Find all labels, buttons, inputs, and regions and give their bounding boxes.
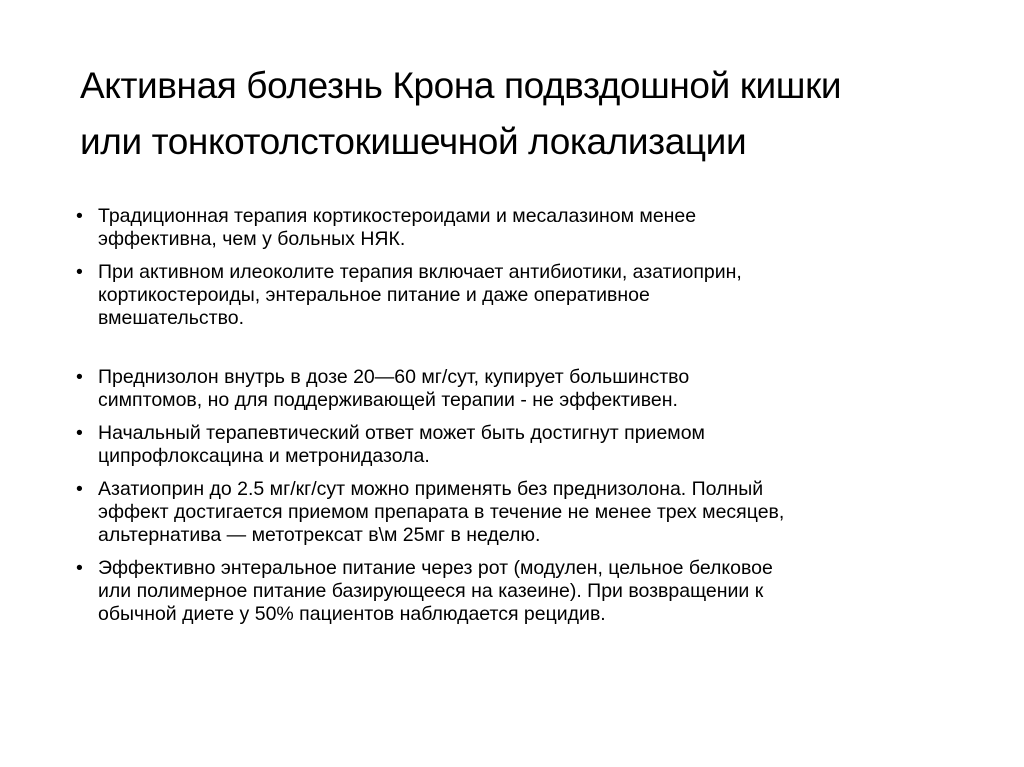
slide-title [80, 58, 980, 170]
bullet-text-line: Азатиоприн до 2.5 мг/кг/сут можно применять без преднизолона. Полный [98, 478, 764, 500]
bullet-item-4 [76, 422, 956, 468]
bullet-text-line: альтернатива — метотрексат в\м 25мг в неделю. [98, 524, 541, 546]
bullet-marker: • [76, 478, 83, 500]
bullet-text-line: эффективна, чем у больных НЯК. [98, 228, 406, 250]
bullet-marker: • [76, 261, 83, 283]
slide-title-line-2: или тонкотолстокишечной локализации [80, 121, 747, 162]
bullet-item-1 [76, 205, 956, 251]
bullet-text-line: симптомов, но для поддерживающей терапии - не эффективен. [98, 389, 678, 411]
bullet-text-line: При активном илеоколите терапия включает антибиотики, азатиоприн, [98, 261, 742, 283]
bullet-list [76, 205, 956, 636]
bullet-marker: • [76, 366, 83, 388]
bullet-marker: • [76, 422, 83, 444]
bullet-text-line: Традиционная терапия кортикостероидами и месалазином менее [98, 205, 697, 227]
bullet-item-3 [76, 366, 956, 412]
bullet-text-line: или полимерное питание базирующееся на казеине). При возвращении к [98, 580, 764, 602]
bullet-item-2 [76, 261, 956, 330]
bullet-item-5 [76, 478, 956, 547]
bullet-text-line: Эффективно энтеральное питание через рот (модулен, цельное белковое [98, 557, 773, 579]
bullet-text-line: ципрофлоксацина и метронидазола. [98, 445, 430, 467]
bullet-text-line: эффект достигается приемом препарата в течение не менее трех месяцев, [98, 501, 785, 523]
bullet-marker: • [76, 557, 83, 579]
bullet-marker: • [76, 205, 83, 227]
bullet-text-line: Начальный терапевтический ответ может быть достигнут приемом [98, 422, 705, 444]
slide-title-line-1: Активная болезнь Крона подвздошной кишки [80, 65, 842, 106]
bullet-item-6 [76, 557, 956, 626]
bullet-text-line: обычной диете у 50% пациентов наблюдается рецидив. [98, 603, 606, 625]
bullet-text-line: вмешательство. [98, 307, 244, 329]
bullet-text-line: Преднизолон внутрь в дозе 20—60 мг/сут, купирует большинство [98, 366, 690, 388]
bullet-text-line: кортикостероиды, энтеральное питание и даже оперативное [98, 284, 650, 306]
